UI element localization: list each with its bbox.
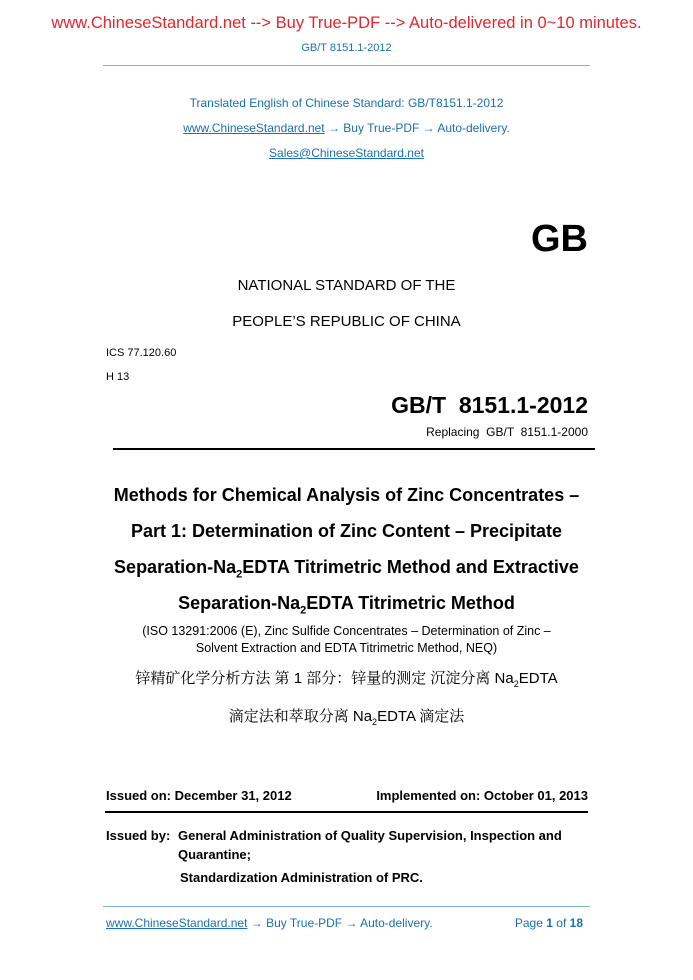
- national-line-1: NATIONAL STANDARD OF THE: [237, 277, 456, 294]
- national-line-2: PEOPLE’S REPUBLIC OF CHINA: [232, 313, 461, 330]
- of-label: of: [556, 916, 567, 930]
- top-banner[interactable]: www.ChineseStandard.net --> Buy True-PDF --> Auto-delivered in 0~10 minutes.: [51, 14, 642, 32]
- issued-by-label: Issued by:: [106, 828, 171, 843]
- footer-promo: [106, 916, 433, 930]
- ics-code: ICS 77.120.60: [106, 347, 177, 359]
- subscript: 2: [236, 568, 243, 581]
- title-divider: [113, 448, 595, 450]
- title-line-3b: EDTA Titrimetric Method and Extractive: [242, 557, 579, 577]
- iso-ref-line-1: (ISO 13291:2006 (E), Zinc Sulfide Concentrates – Determination of Zinc –: [142, 624, 551, 638]
- title-line-2: Part 1: Determination of Zinc Content – Precipitate: [130, 521, 563, 541]
- footer-promo-rest: → Buy True-PDF → Auto-delivery.: [247, 916, 433, 930]
- sales-line: [0, 146, 693, 160]
- title-line-4: [0, 593, 693, 617]
- page-total: 18: [569, 916, 583, 930]
- title-line-1: Methods for Chemical Analysis of Zinc Concentrates –: [113, 485, 580, 505]
- ccs-code: H 13: [106, 371, 130, 383]
- chinese-title-1a: 锌精矿化学分析方法 第 1 部分：锌量的测定 沉淀分离 Na: [135, 670, 514, 687]
- subscript: 2: [372, 717, 378, 727]
- promo-rest: → Buy True-PDF → Auto-delivery.: [324, 121, 510, 135]
- page-indicator: [515, 916, 583, 930]
- sales-email-link[interactable]: Sales@ChineseStandard.net: [269, 146, 424, 160]
- issued-on: Issued on: December 31, 2012: [106, 788, 292, 803]
- title-line-4b: EDTA Titrimetric Method: [306, 593, 515, 613]
- title-line-3: [0, 557, 693, 581]
- gb-mark: GB: [531, 218, 588, 260]
- header-divider: [103, 65, 590, 66]
- page-label: Page: [514, 916, 543, 930]
- issued-by-line-1: General Administration of Quality Supervision, Inspection and: [178, 828, 562, 843]
- header-code: GB/T 8151.1-2012: [301, 42, 392, 54]
- implemented-on: Implemented on: October 01, 2013: [376, 788, 588, 803]
- chinese-title-line-1: [0, 667, 693, 689]
- page-number: 1: [546, 916, 553, 930]
- chinese-title-1b: EDTA: [518, 670, 558, 687]
- issued-by-line-2: Quarantine;: [178, 847, 251, 862]
- footer-site-link[interactable]: www.ChineseStandard.net: [106, 916, 248, 930]
- chinese-title-line-2: [0, 705, 693, 727]
- promo-site-link[interactable]: www.ChineseStandard.net: [183, 121, 325, 135]
- dates-divider: [105, 811, 588, 813]
- subscript: 2: [300, 604, 307, 617]
- subscript: 2: [513, 679, 519, 689]
- title-line-4a: Separation-Na: [178, 593, 301, 613]
- footer-divider: [103, 906, 590, 907]
- replacing-note: Replacing GB/T 8151.1-2000: [426, 425, 588, 439]
- chinese-title-2b: EDTA 滴定法: [377, 708, 465, 725]
- standard-number: GB/T 8151.1-2012: [391, 392, 588, 418]
- translated-line: Translated English of Chinese Standard: GB/T8151.1-2012: [189, 96, 504, 110]
- issued-by-line-3: Standardization Administration of PRC.: [180, 870, 423, 885]
- title-line-3a: Separation-Na: [114, 557, 237, 577]
- iso-ref-line-2: Solvent Extraction and EDTA Titrimetric Method, NEQ): [195, 641, 498, 655]
- chinese-title-2a: 滴定法和萃取分离 Na: [228, 708, 373, 725]
- promo-line: [0, 121, 693, 135]
